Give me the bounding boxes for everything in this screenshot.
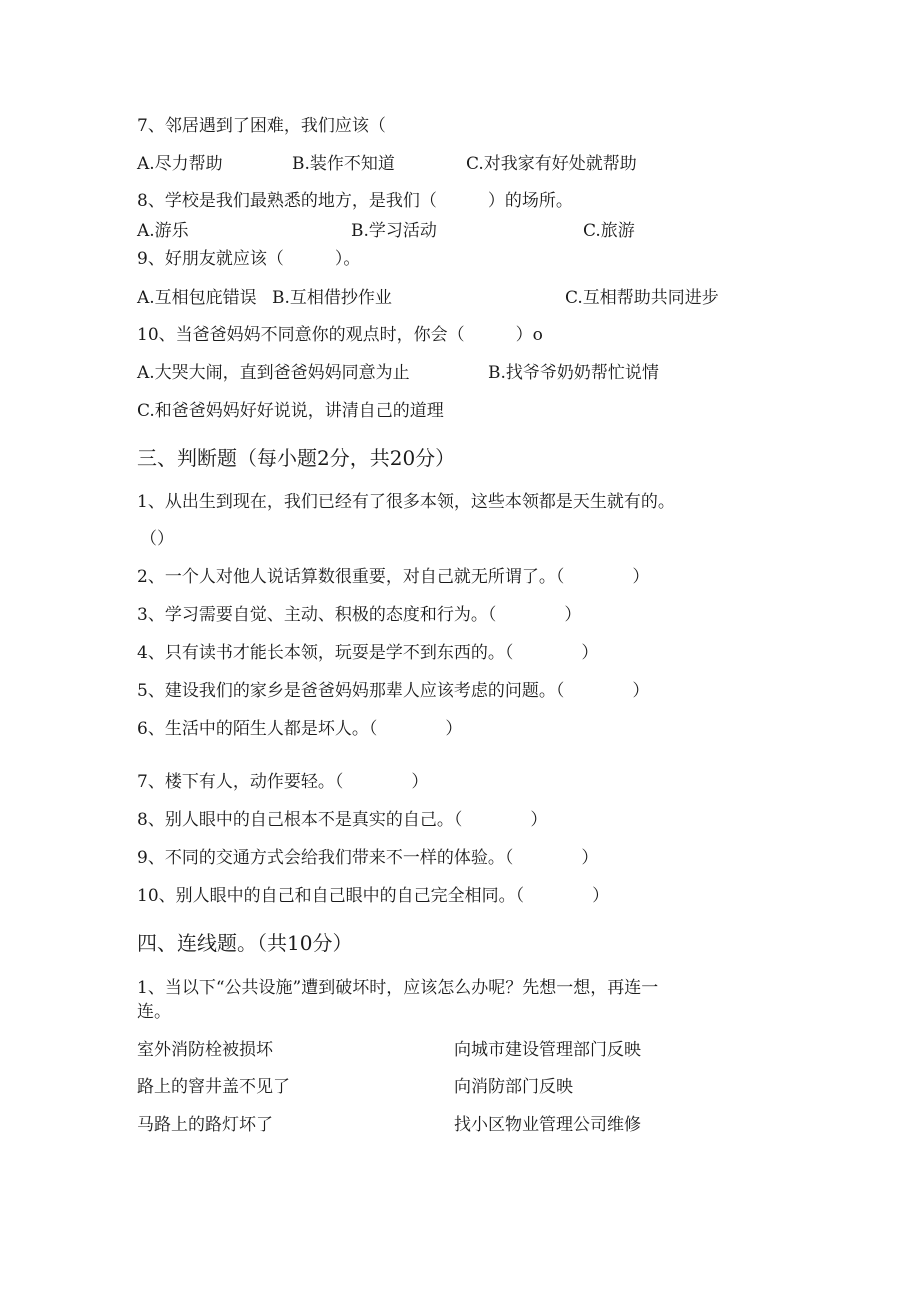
question-stem: 7、邻居遇到了困难，我们应该（ xyxy=(137,116,386,136)
option-b: B.装作不知道 xyxy=(292,154,395,174)
match-left-item: 马路上的路灯坏了 xyxy=(137,1115,273,1135)
match-right-item: 向消防部门反映 xyxy=(454,1077,573,1097)
answer-blank: （） xyxy=(140,529,174,549)
judgement-item: 7、楼下有人，动作要轻。（ ） xyxy=(137,772,429,792)
option-b: B.找爷爷奶奶帮忙说情 xyxy=(488,363,659,383)
question-stem: 9、好朋友就应该（ ）。 xyxy=(137,249,361,269)
question-stem-continued: 连。 xyxy=(137,1002,171,1022)
section-heading: 四、连线题。（共10分） xyxy=(137,931,353,955)
section-heading: 三、判断题（每小题2分，共20分） xyxy=(137,446,456,470)
judgement-item: 10、别人眼中的自己和自己眼中的自己完全相同。（ ） xyxy=(137,886,610,906)
option-a: A.游乐 xyxy=(137,221,189,241)
option-c: C.和爸爸妈妈好好说说，讲清自己的道理 xyxy=(137,401,444,421)
option-c: C.旅游 xyxy=(583,221,635,241)
option-a: A.尽力帮助 xyxy=(137,154,223,174)
option-b: B.互相借抄作业 xyxy=(272,288,392,308)
judgement-item: 1、从出生到现在，我们已经有了很多本领，这些本领都是天生就有的。 xyxy=(137,492,675,512)
option-a: A.互相包庇错误 xyxy=(137,288,257,308)
judgement-item: 4、只有读书才能长本领，玩耍是学不到东西的。（ ） xyxy=(137,643,599,663)
match-left-item: 室外消防栓被损坏 xyxy=(137,1040,273,1060)
judgement-item: 9、不同的交通方式会给我们带来不一样的体验。（ ） xyxy=(137,848,599,868)
judgement-item: 2、一个人对他人说话算数很重要，对自己就无所谓了。（ ） xyxy=(137,567,650,587)
judgement-item: 6、生活中的陌生人都是坏人。（ ） xyxy=(137,719,463,739)
judgement-item: 3、学习需要自觉、主动、积极的态度和行为。（ ） xyxy=(137,605,582,625)
match-left-item: 路上的窨井盖不见了 xyxy=(137,1077,290,1097)
judgement-item: 5、建设我们的家乡是爸爸妈妈那辈人应该考虑的问题。（ ） xyxy=(137,681,650,701)
question-stem: 10、当爸爸妈妈不同意你的观点时，你会（ ）o xyxy=(137,325,543,345)
option-a: A.大哭大闹，直到爸爸妈妈同意为止 xyxy=(137,363,410,383)
option-c: C.互相帮助共同进步 xyxy=(565,288,719,308)
option-b: B.学习活动 xyxy=(351,221,437,241)
option-c: C.对我家有好处就帮助 xyxy=(466,154,637,174)
question-stem: 8、学校是我们最熟悉的地方，是我们（ ）的场所。 xyxy=(137,191,573,211)
question-stem: 1、当以下“公共设施”遭到破坏时，应该怎么办呢？先想一想，再连一 xyxy=(137,978,659,998)
match-right-item: 找小区物业管理公司维修 xyxy=(454,1115,641,1135)
judgement-item: 8、别人眼中的自己根本不是真实的自己。（ ） xyxy=(137,810,548,830)
match-right-item: 向城市建设管理部门反映 xyxy=(454,1040,641,1060)
